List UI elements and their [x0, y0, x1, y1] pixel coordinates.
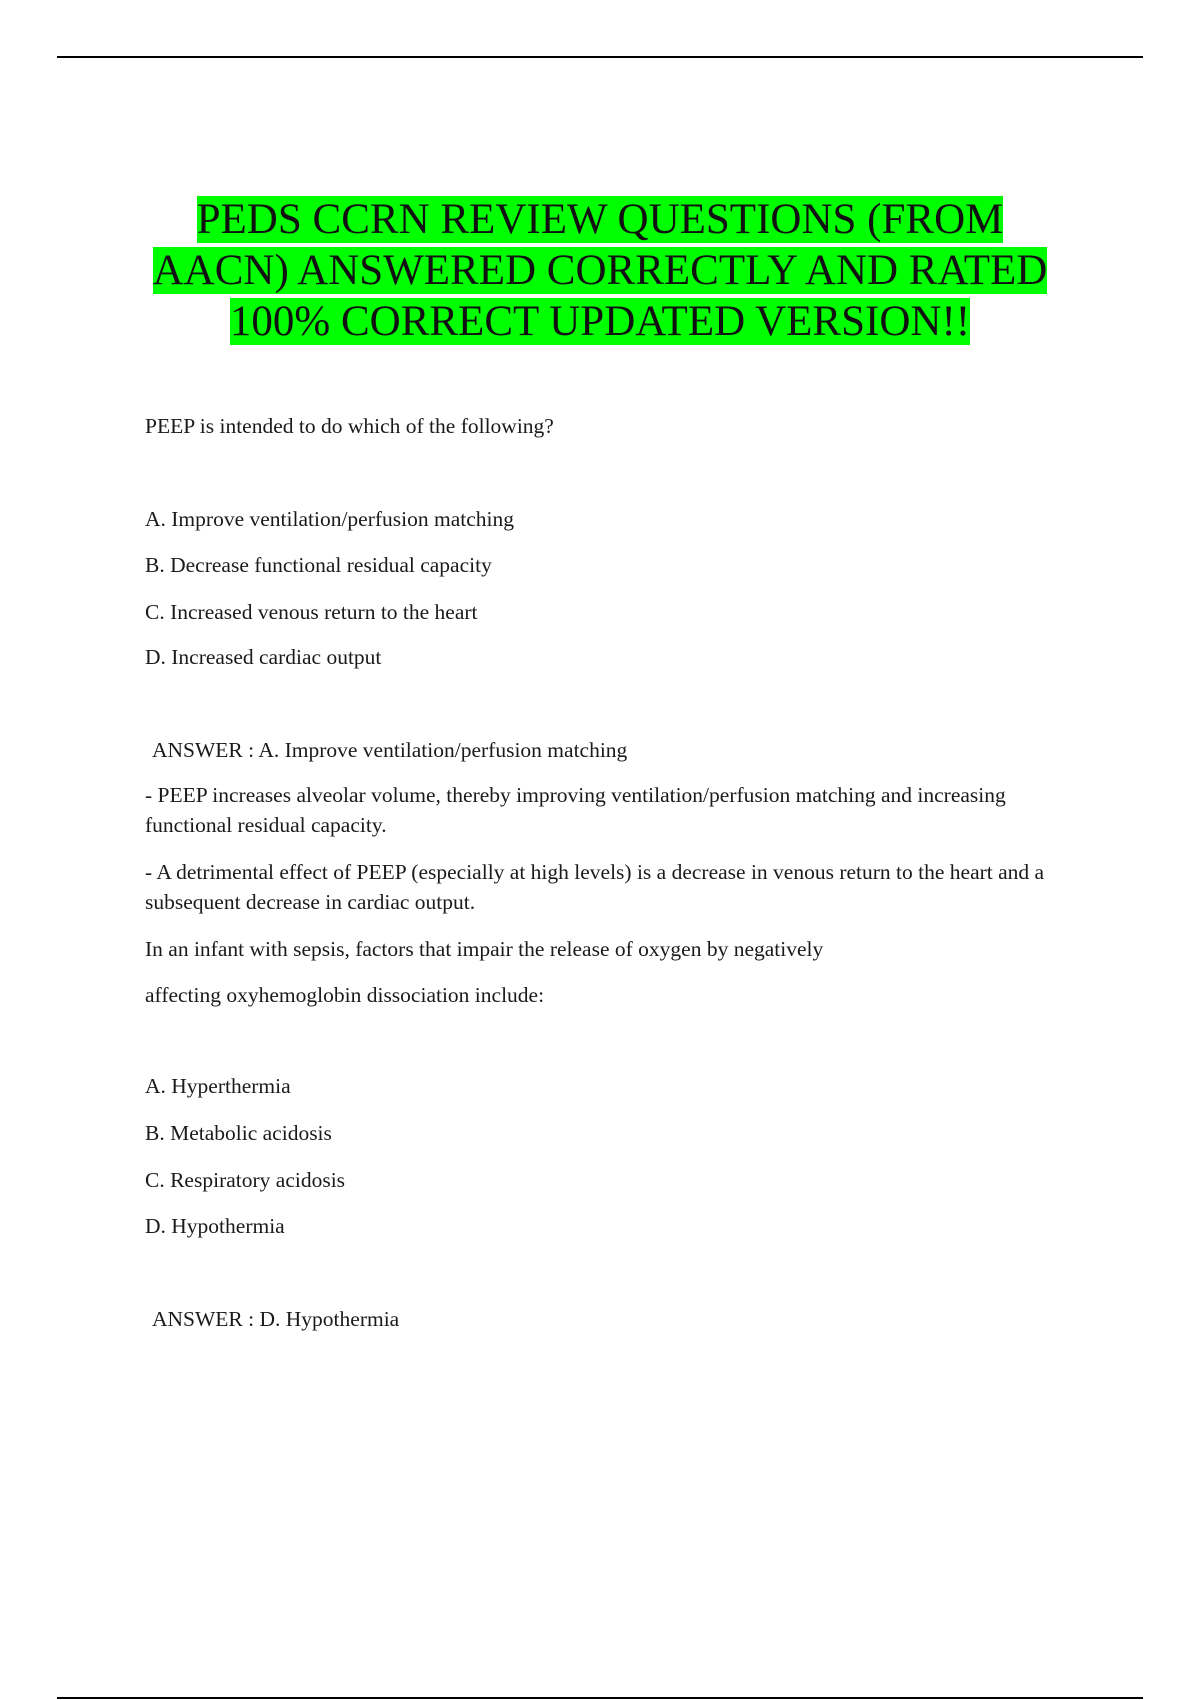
title-line-2: AACN) ANSWERED CORRECTLY AND RATED — [152, 247, 1048, 294]
question-2-option-a: A. Hyperthermia — [145, 1074, 291, 1098]
title-line-3: 100% CORRECT UPDATED VERSION!! — [229, 298, 971, 345]
question-2-prompt-line-1: In an infant with sepsis, factors that impair the release of oxygen by negatively — [145, 937, 824, 961]
question-1-explanation-2: - A detrimental effect of PEEP (especially at high levels) is a decrease in venous return to the heart and a subsequent decrease in cardiac output. — [145, 860, 1045, 914]
question-1-option-b: B. Decrease functional residual capacity — [145, 553, 492, 577]
question-1-explanation-1: - PEEP increases alveolar volume, thereby improving ventilation/perfusion matching and increasing functional residual capacity. — [145, 783, 1006, 837]
question-2-option-b: B. Metabolic acidosis — [145, 1121, 332, 1145]
footer-rule — [57, 1697, 1143, 1699]
question-2-answer: ANSWER : D. Hypothermia — [152, 1307, 400, 1331]
document-title — [100, 194, 1100, 347]
question-2-option-d: D. Hypothermia — [145, 1214, 285, 1238]
question-2-option-c: C. Respiratory acidosis — [145, 1168, 346, 1192]
question-1-option-d: D. Increased cardiac output — [145, 645, 382, 669]
question-1-answer: ANSWER : A. Improve ventilation/perfusion matching — [152, 738, 628, 762]
header-rule — [57, 56, 1143, 58]
title-line-1: PEDS CCRN REVIEW QUESTIONS (FROM — [196, 196, 1004, 243]
question-1-option-a: A. Improve ventilation/perfusion matching — [145, 507, 514, 531]
question-1-option-c: C. Increased venous return to the heart — [145, 600, 478, 624]
title-highlight — [153, 196, 1048, 345]
question-1-prompt: PEEP is intended to do which of the following? — [145, 414, 554, 438]
question-2-prompt-line-2: affecting oxyhemoglobin dissociation include: — [145, 983, 545, 1007]
